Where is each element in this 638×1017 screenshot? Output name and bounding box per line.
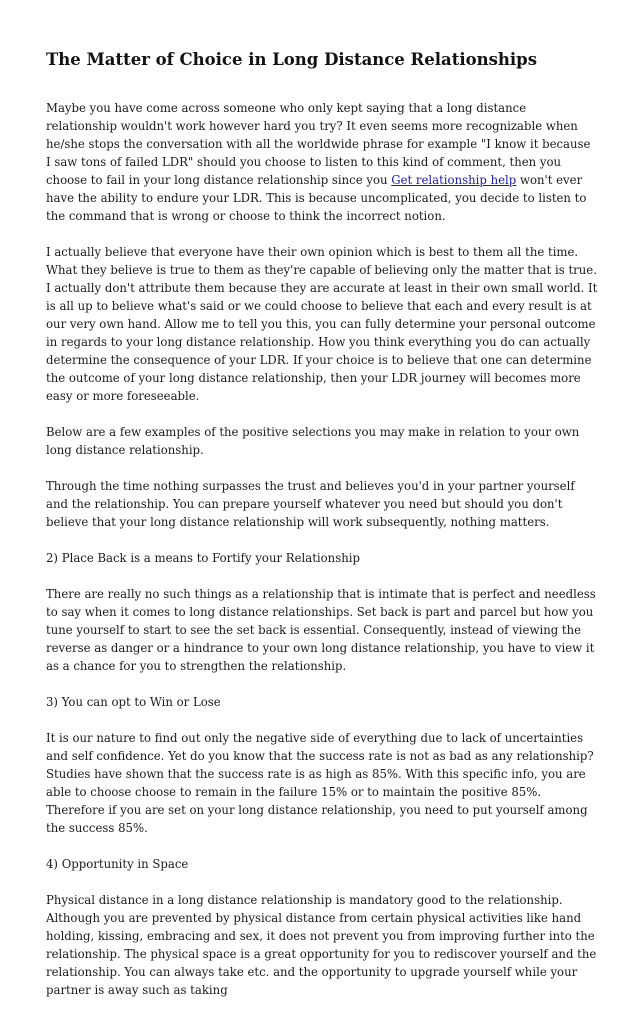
paragraph-intro-text-end: won't ever have the ability to endure your LDR. This is because uncomplicated, you decide to listen to the command that is wrong or choose to think the incorrect notion. <box>46 173 587 223</box>
document-title: The Matter of Choice in Long Distance Relationships <box>46 50 537 69</box>
paragraph-space: Physical distance in a long distance relationship is mandatory good to the relationship. Although you are prevented by physical distance from certain physical activities like hand holding, kissing, embracing and sex, it does not prevent you from improving further into the relationship. The physical space is a great opportunity for you to rediscover yourself and the relationship. You can always take etc. and the opportunity to upgrade yourself while your partner is away such as taking <box>46 893 597 997</box>
paragraph-trust: Through the time nothing surpasses the trust and believes you'd in your partner yourself and the relationship. You can prepare yourself whatever you need but should you don't believe that your long distance relationship will work subsequently, nothing matters. <box>46 479 575 529</box>
paragraph-examples-intro: Below are a few examples of the positive selections you may make in relation to your own long distance relationship. <box>46 425 580 457</box>
paragraph-setback: There are really no such things as a relationship that is intimate that is perfect and needless to say when it comes to long distance relationships. Set back is part and parcel but how you tune yourself to start to see the set back is essential. Consequently, instead of viewing the reverse as danger or a hindrance to your own long distance relationship, you have to view it as a chance for you to strengthen the relationship. <box>46 587 596 673</box>
section-heading-space: 4) Opportunity in Space <box>46 857 189 871</box>
paragraph-win-lose: It is our nature to find out only the negative side of everything due to lack of uncertainties and self confidence. Yet do you know that the success rate is not as bad as any relationship? Studies have shown that the success rate is as high as 85%. With this specific info, you are able to choose choose to remain in the failure 15% or to maintain the positive 85%. Therefore if you are set on your long distance relationship, you need to put yourself among the success 85%. <box>46 731 594 835</box>
document-page <box>46 49 598 1017</box>
paragraph-intro <box>46 99 598 225</box>
section-heading-win-lose: 3) You can opt to Win or Lose <box>46 695 221 709</box>
paragraph-opinion: I actually believe that everyone have their own opinion which is best to them all the time. What they believe is true to them as they're capable of believing only the matter that is true. I actually don't attribute them because they are accurate at least in their own small world. It is all up to believe what's said or we could choose to believe that each and every result is at our very own hand. Allow me to tell you this, you can fully determine your personal outcome in regards to your long distance relationship. How you think everything you do can actually determine the consequence of your LDR. If your choice is to believe that one can determine the outcome of your long distance relationship, then your LDR journey will becomes more easy or more foreseeable. <box>46 245 598 403</box>
section-heading-setback: 2) Place Back is a means to Fortify your Relationship <box>46 551 360 565</box>
paragraph-intro-text-start: Maybe you have come across someone who only kept saying that a long distance relationship wouldn't work however hard you try? It even seems more recognizable when he/she stops the conversation with all the worldwide phrase for example "I know it because I saw tons of failed LDR" should you choose to listen to this kind of comment, then you choose to fail in your long distance relationship since you <box>46 101 591 187</box>
relationship-help-link[interactable]: Get relationship help <box>391 173 517 187</box>
